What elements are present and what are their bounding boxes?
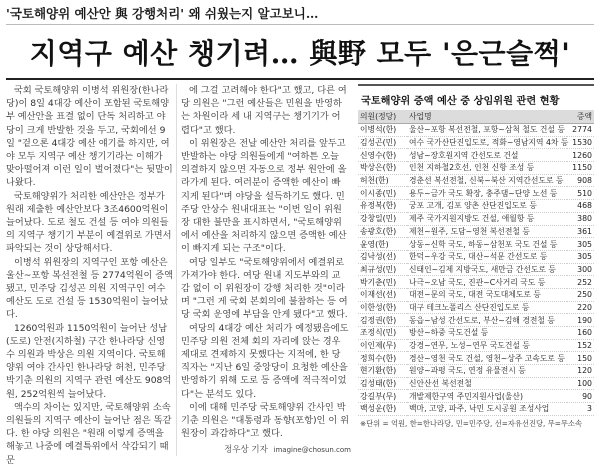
project-cell: 울산~포항 복선전철, 포항~삼척 철도 건설 등 [407,124,567,137]
member-cell: 김성태(한) [358,377,407,390]
article-paragraph: 여당 일부도 "국토해양위에서 예결위로 가져가야 한다. 여당 원내 지도부와의 교감 없이 이 위원장이 강행 처리한 것"이라며 "그런 게 국회 본회의에 불참하는 등 여당 국회 운영에 부담을 안게 됐다"고 했다. [181,256,348,321]
table-row [358,276,594,289]
project-cell: 신안산선 복선전철 [407,377,567,390]
table-row [358,124,594,137]
member-cell: 이재선(선) [358,288,407,301]
increase-cell: 220 [567,301,594,314]
member-cell: 최규성(민) [358,263,407,276]
byline-name: 정우상 기자 [224,445,268,455]
project-cell: 궁포 고개, 김포 양촌 산단진입도로 등 [407,200,567,213]
member-cell: 이인제(무) [358,339,407,352]
member-cell: 이병석(한) [358,124,407,137]
project-cell: 대전~문의 국도, 대전 국도대체도로 등 [407,288,567,301]
table-row [358,225,594,238]
table-row [358,136,594,149]
table-row [358,403,594,416]
member-cell: 허천(한) [358,174,407,187]
article-column-2 [181,84,349,442]
project-cell: 인천 지하철2호선, 인천 신항 조성 등 [407,162,567,175]
header-member: 의원(정당) [358,110,407,124]
article-paragraph: 국토해양위가 처리한 예산안은 정부가 원래 제출한 예산안보다 3조4600억원이 늘어났다. 도로 철도 건설 등 여야 의원들의 지역구 챙기기 부분이 예결위로 가면서 파악되는 것이 상당해서다. [6,190,172,255]
table-row [358,352,594,365]
increase-cell: 160 [567,327,594,340]
table-row [358,162,594,175]
project-cell: 강경~연무, 노성~연무 국도건설 등 [407,339,567,352]
increase-cell: 190 [567,314,594,327]
increase-cell: 380 [567,212,594,225]
header-increase: 증액 [567,110,594,124]
member-cell: 신영수(한) [358,149,407,162]
increase-cell: 510 [567,187,594,200]
project-cell: 동읍~남성 간선도로, 부산~김해 경전철 등 [407,314,567,327]
article-paragraph: 이병석 위원장의 지역구인 포항 예산은 울산~포항 복선전철 등 2774억원이 증액됐고, 민주당 김성곤 의원 지역구인 여수 예산도 도로 건설 등 1530억원이 늘어났다. [6,256,174,321]
member-cell: 현기환(한) [358,365,407,378]
project-cell: 원양~과평 국도, 연정 유물전시 등 [407,365,567,378]
table-row [358,149,594,162]
member-cell: 백성운(한) [358,403,407,416]
project-cell: 백마, 고양, 파주, 낙민 도시공원 조성사업 [407,403,567,416]
headline-rule [6,78,594,80]
project-cell: 제천~원주, 도담~영천 복선전철 등 [407,225,567,238]
increase-cell: 120 [567,365,594,378]
table-note: ※단위 = 억원, 한=한나라당, 민=민주당, 선=자유선진당, 무=무소속 [360,418,582,428]
increase-cell: 300 [567,263,594,276]
project-cell: 경산~영천 국도 건설, 영천~상주 고속도로 등 [407,352,567,365]
table-row [358,327,594,340]
member-cell: 김낙성(선) [358,250,407,263]
member-cell: 김정권(한) [358,314,407,327]
increase-cell: 152 [567,339,594,352]
article-paragraph: 이에 대해 민주당 국토해양위 간사인 박기춘 의원은 "대통령과 동향(포항)인 이 위원장이 과감하다"고 했다. [181,401,349,440]
table-row [358,212,594,225]
table-row [358,390,594,403]
top-rule [6,24,594,25]
article-paragraph: 1260억원과 1150억원이 늘어난 성남(도로) 안전(지하철) 구간 한나라당 신영수 의원과 박상은 의원 지역이다. 국토해양위 여야 간사인 한나라당 허천, 민주당 박기춘 의원의 지역구 관련 예산도 908억원, 252억원씩 늘어났다. [6,322,172,400]
member-cell: 송광호(한) [358,225,407,238]
sidebar-table-box [358,84,594,459]
increase-cell: 305 [567,238,594,251]
budget-table [358,110,594,416]
member-cell: 정희수(한) [358,352,407,365]
article-paragraph: 액수의 차이는 있지만, 국토해양위 소속 의원들의 지역구 예산이 늘어난 점은 똑같다. 한 야당 의원은 "원래 이렇게 증액을 해놓고 나중에 예결특위에서 삭감되기 때문 [6,401,172,466]
increase-cell: 252 [567,276,594,289]
project-cell: 상동~신학 국도, 하동~삼천포 국도 건설 등 [407,238,567,251]
table-row [358,314,594,327]
kicker: '국토해양위 예산안 與 강행처리' 왜 쉬웠는지 알고보니… [6,6,319,21]
project-cell: 제주 국가지원지방도 건설, 애월항 등 [407,212,567,225]
increase-cell: 1150 [567,162,594,175]
increase-cell: 361 [567,225,594,238]
project-cell: 나극~오남 국도, 진관~C사거리 국도 등 [407,276,567,289]
project-cell: 경춘선 복선전철, 신북~북산 지역간선도로 등 [407,174,567,187]
project-cell: 방산~하중 국도건설 등 [407,327,567,340]
byline [181,443,351,455]
column-divider [176,84,177,456]
byline-email: imagine@chosun.com [273,446,351,454]
table-row [358,200,594,213]
member-cell: 김성곤(민) [358,136,407,149]
increase-cell: 1530 [567,136,594,149]
table-row [358,174,594,187]
member-cell: 강길부(무) [358,390,407,403]
header-project: 사업명 [407,110,567,124]
increase-cell: 468 [567,200,594,213]
increase-cell: 150 [567,352,594,365]
table-row [358,238,594,251]
increase-cell: 908 [567,174,594,187]
article-paragraph: 이 위원장은 전날 예산안 처리를 앞두고 반발하는 야당 의원들에게 "여하튼 오늘 의결하지 않으면 자동으로 정부 원안에 올라가게 된다. 여러분이 증액한 예산이 빠지게 된다"며 야당을 설득하기도 했다. 민주당 안상수 원내대표는 "이번 일이 위원장 대한 불만을 표시하면서, "국토해양위에서 예산을 처리하지 않으면 증액한 예산이 빠지게 되는 구조"이다. [181,137,347,255]
table-row [358,187,594,200]
table-row [358,301,594,314]
member-cell: 윤영(한) [358,238,407,251]
increase-cell: 3 [567,403,594,416]
member-cell: 박상은(한) [358,162,407,175]
table-row [358,377,594,390]
project-cell: 한덕~우강 국도, 대산~석문 간선도로 등 [407,250,567,263]
member-cell: 강창일(민) [358,212,407,225]
member-cell: 유정복(한) [358,200,407,213]
project-cell: 신태인~김제 지방국도, 새만금 간선도로 등 [407,263,567,276]
member-cell: 이한성(한) [358,301,407,314]
headline: 지역구 예산 챙기려… 與野 모두 '은근슬쩍' [29,37,571,70]
table-header-row [358,110,594,124]
project-cell: 성남~장호원지역 간선도로 건설 [407,149,567,162]
project-cell: 용두~금가 국도 확장, 충주댐~단양 노선 등 [407,187,567,200]
table-row [358,365,594,378]
article-paragraph: 국회 국토해양위 이병석 위원장(한나라당)이 8일 4대강 예산이 포함된 국토해양부 예산안을 표결 없이 단독 처리하고 야당이 크게 반발한 것을 두고, 국회에선 9일 "겉으론 4대강 예산 얘기를 하지만, 여야 모두 지역구 예산 챙기기라는 이해가 맞아떨어져 이런 일이 벌어졌다"는 뒷말이 나왔다. [6,85,173,189]
table-row [358,250,594,263]
project-cell: 여수 국가산단진입도로, 적화~영남지역 4차 등 [409,138,569,148]
increase-cell: 100 [567,377,594,390]
increase-cell: 250 [567,288,594,301]
project-cell: 대구 테크노폴리스 산단진입도로 등 [407,301,567,314]
member-cell: 이시종(민) [358,187,407,200]
table-row [358,339,594,352]
table-row [358,263,594,276]
member-cell: 조정식(민) [358,327,407,340]
article-paragraph: 에 그걸 고려해야 한다"고 했고, 다른 여당 의원은 "그런 예산들은 민원을 반영하는 차원이라 세 내 지역구는 챙기기가 어렵다"고 했다. [181,85,347,136]
member-cell: 박기춘(민) [358,276,407,289]
increase-cell: 1260 [567,149,594,162]
table-title: 국토해양위 증액 예산 중 상임위원 관련 현황 [361,96,560,107]
table-row [358,288,594,301]
article-paragraph: 여당의 4대강 예산 처리가 예정됐음에도 민주당 의원 전체 회의 자리에 앉는 경우 제대로 견제하지 못했다는 지적에, 한 당직자는 "지난 6일 중앙당이 요청한 예산을 반영하기 위해 도로 등 증액에 적극적이었다"는 분석도 있다. [181,322,349,400]
increase-cell: 90 [567,390,594,403]
increase-cell: 2774 [567,124,594,137]
project-cell: 개발제한구역 주민지원사업(울산) [407,390,567,403]
article-column-1 [6,84,174,466]
increase-cell: 305 [567,250,594,263]
